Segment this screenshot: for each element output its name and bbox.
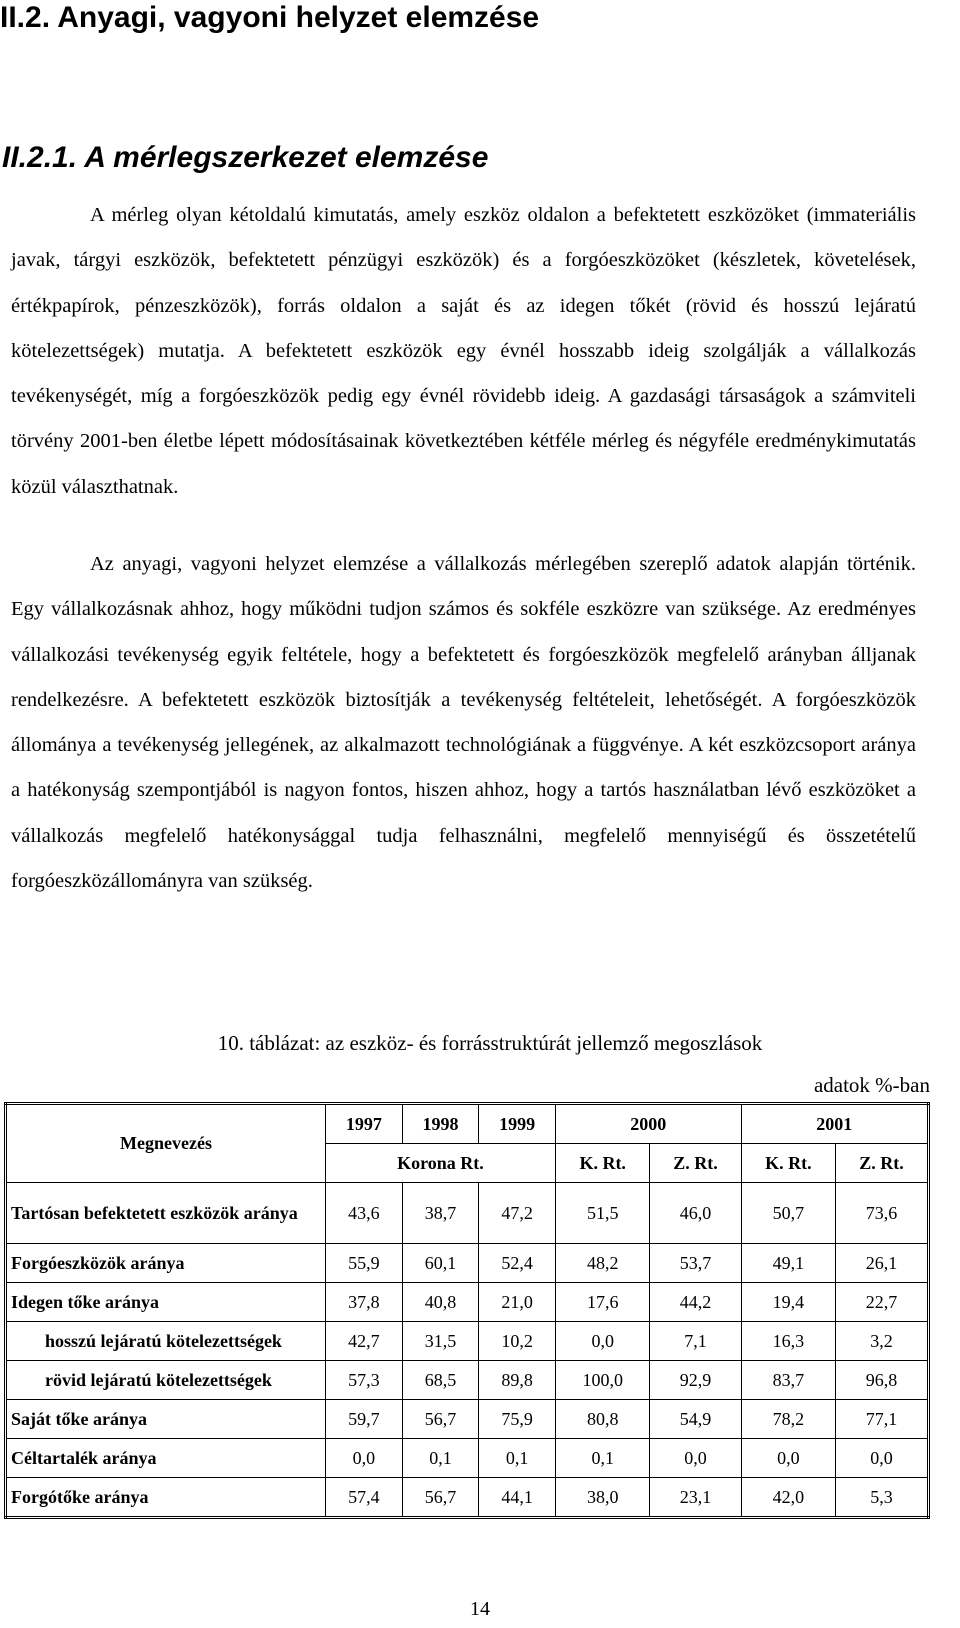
subsection-heading: II.2.1. A mérlegszerkezet elemzése xyxy=(2,141,489,174)
table-unit-note: adatok %-ban xyxy=(813,1073,930,1097)
table-cell: 0,1 xyxy=(479,1439,556,1478)
table-cell: 0,0 xyxy=(326,1439,403,1478)
header-company: Korona Rt. xyxy=(326,1144,556,1183)
table-cell: 54,9 xyxy=(650,1400,741,1439)
table-row xyxy=(6,1439,929,1478)
table-cell: 80,8 xyxy=(555,1400,650,1439)
header-year: 1998 xyxy=(402,1104,479,1144)
data-table xyxy=(4,1102,930,1519)
table-cell: 21,0 xyxy=(479,1283,556,1322)
row-label: Idegen tőke aránya xyxy=(6,1283,326,1322)
table-cell: 46,0 xyxy=(650,1183,741,1244)
table-cell: 17,6 xyxy=(555,1283,650,1322)
table-cell: 89,8 xyxy=(479,1361,556,1400)
table-cell: 44,1 xyxy=(479,1478,556,1518)
table-cell: 78,2 xyxy=(741,1400,836,1439)
table-cell: 38,7 xyxy=(402,1183,479,1244)
table-row xyxy=(6,1283,929,1322)
table-cell: 42,0 xyxy=(741,1478,836,1518)
table-row xyxy=(6,1183,929,1244)
table-cell: 0,1 xyxy=(402,1439,479,1478)
table-cell: 0,0 xyxy=(836,1439,929,1478)
table-cell: 19,4 xyxy=(741,1283,836,1322)
paragraph-1: A mérleg olyan kétoldalú kimutatás, amely eszköz oldalon a befektetett eszközöket (immateriális javak, tárgyi eszközök, befektetett pénzügyi eszközök) és a forgóeszközöket (készletek, követelések, értékpapírok, pénzeszközök), forrás oldalon a saját és az idegen tőkét (rövid és hosszú lejáratú kötelezettségek) mutatja. A befektetett eszközök egy évnél hosszabb ideig szolgálják a vállalkozás tevékenységét, míg a forgóeszközök pedig egy évnél rövidebb ideig. A gazdasági társaságok a számviteli törvény 2001-ben életbe lépett módosításainak következtében kétféle mérleg és négyféle eredménykimutatás közül választhatnak. xyxy=(11,204,916,498)
table-cell: 56,7 xyxy=(402,1400,479,1439)
header-company: Z. Rt. xyxy=(836,1144,929,1183)
row-label: rövid lejáratú kötelezettségek xyxy=(6,1361,326,1400)
table-row xyxy=(6,1400,929,1439)
table-cell: 51,5 xyxy=(555,1183,650,1244)
table-cell: 57,4 xyxy=(326,1478,403,1518)
table-cell: 5,3 xyxy=(836,1478,929,1518)
page-number: 14 xyxy=(470,1598,490,1620)
table-cell: 26,1 xyxy=(836,1244,929,1283)
row-label: Forgóeszközök aránya xyxy=(6,1244,326,1283)
header-name-cell: Megnevezés xyxy=(6,1104,326,1183)
row-label: Tartósan befektetett eszközök aránya xyxy=(6,1183,326,1244)
row-label: Forgótőke aránya xyxy=(6,1478,326,1518)
table-cell: 38,0 xyxy=(555,1478,650,1518)
table-row xyxy=(6,1244,929,1283)
row-label: Céltartalék aránya xyxy=(6,1439,326,1478)
table-cell: 43,6 xyxy=(326,1183,403,1244)
table-cell: 83,7 xyxy=(741,1361,836,1400)
table-cell: 0,0 xyxy=(555,1322,650,1361)
table-cell: 40,8 xyxy=(402,1283,479,1322)
table-cell: 75,9 xyxy=(479,1400,556,1439)
table-cell: 55,9 xyxy=(326,1244,403,1283)
paragraph-2: Az anyagi, vagyoni helyzet elemzése a vállalkozás mérlegében szereplő adatok alapján történik. Egy vállalkozásnak ahhoz, hogy működni tudjon számos és sokféle eszközre van szüksége. Az eredményes vállalkozási tevékenység egyik feltétele, hogy a befektetett és forgóeszközök megfelelő arányban álljanak rendelkezésre. A befektetett eszközök biztosítják a tevékenység feltételeit, lehetőségét. A forgóeszközök állománya a tevékenység jellegének, az alkalmazott technológiának a függvénye. A két eszközcsoport aránya a hatékonyság szempontjából is nagyon fontos, hiszen ahhoz, hogy a tartós használatban lévő eszközöket a vállalkozás megfelelő hatékonysággal tudja felhasználni, megfelelő mennyiségű és összetételű forgóeszközállományra van szükség. xyxy=(11,553,916,893)
table-cell: 0,0 xyxy=(650,1439,741,1478)
header-company: K. Rt. xyxy=(555,1144,650,1183)
table-cell: 44,2 xyxy=(650,1283,741,1322)
table-cell: 22,7 xyxy=(836,1283,929,1322)
table-cell: 57,3 xyxy=(326,1361,403,1400)
table-cell: 42,7 xyxy=(326,1322,403,1361)
table-cell: 49,1 xyxy=(741,1244,836,1283)
table-cell: 53,7 xyxy=(650,1244,741,1283)
table-cell: 50,7 xyxy=(741,1183,836,1244)
row-label: hosszú lejáratú kötelezettségek xyxy=(6,1322,326,1361)
table-cell: 96,8 xyxy=(836,1361,929,1400)
table-cell: 7,1 xyxy=(650,1322,741,1361)
table-row xyxy=(6,1361,929,1400)
header-company: Z. Rt. xyxy=(650,1144,741,1183)
table-cell: 68,5 xyxy=(402,1361,479,1400)
table-cell: 10,2 xyxy=(479,1322,556,1361)
table-cell: 100,0 xyxy=(555,1361,650,1400)
row-label: Saját tőke aránya xyxy=(6,1400,326,1439)
table-cell: 3,2 xyxy=(836,1322,929,1361)
table-cell: 59,7 xyxy=(326,1400,403,1439)
table-cell: 23,1 xyxy=(650,1478,741,1518)
table-cell: 31,5 xyxy=(402,1322,479,1361)
table-cell: 48,2 xyxy=(555,1244,650,1283)
table-cell: 92,9 xyxy=(650,1361,741,1400)
header-company: K. Rt. xyxy=(741,1144,836,1183)
table-cell: 56,7 xyxy=(402,1478,479,1518)
table-cell: 60,1 xyxy=(402,1244,479,1283)
table-cell: 37,8 xyxy=(326,1283,403,1322)
table-cell: 0,1 xyxy=(555,1439,650,1478)
table-cell: 77,1 xyxy=(836,1400,929,1439)
table-cell: 52,4 xyxy=(479,1244,556,1283)
table-cell: 16,3 xyxy=(741,1322,836,1361)
table-cell: 47,2 xyxy=(479,1183,556,1244)
table-cell: 0,0 xyxy=(741,1439,836,1478)
table-caption: 10. táblázat: az eszköz- és forrásstruktúrát jellemző megoszlások xyxy=(217,1031,763,1055)
header-row-years xyxy=(6,1104,929,1144)
header-year: 1997 xyxy=(326,1104,403,1144)
table-row xyxy=(6,1322,929,1361)
header-year: 1999 xyxy=(479,1104,556,1144)
table-cell: 73,6 xyxy=(836,1183,929,1244)
header-year: 2000 xyxy=(555,1104,741,1144)
section-heading: II.2. Anyagi, vagyoni helyzet elemzése xyxy=(0,1,540,34)
header-year: 2001 xyxy=(741,1104,928,1144)
table-row xyxy=(6,1478,929,1518)
